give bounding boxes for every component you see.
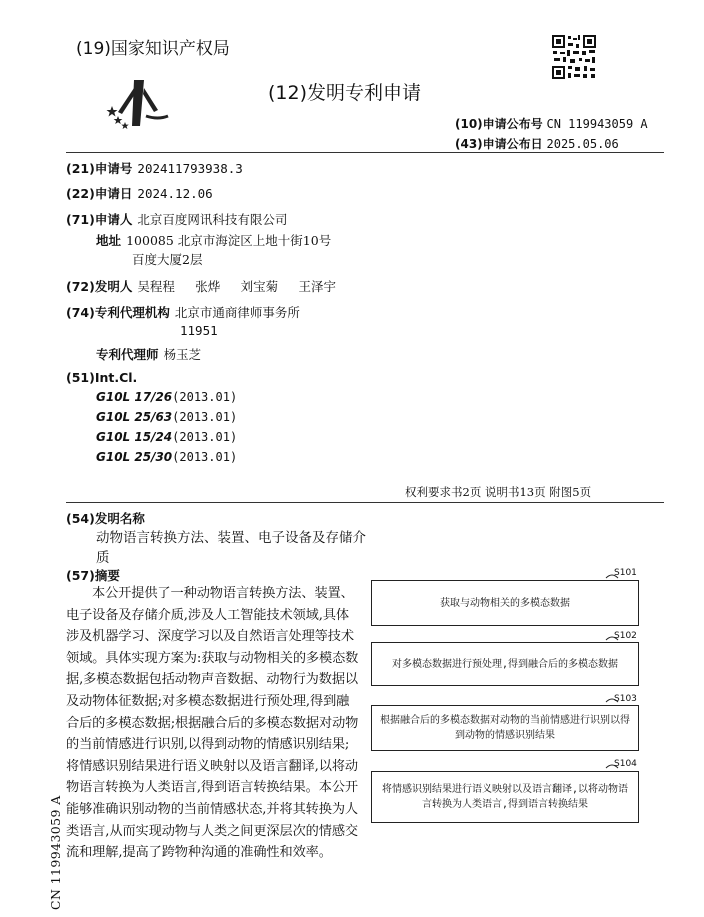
- step-label: S103: [614, 694, 637, 704]
- applicant-value: 北京百度网讯科技有限公司: [137, 212, 288, 227]
- inventor-name: 吴程程: [137, 279, 175, 294]
- application-date: [66, 183, 213, 202]
- ipc-version: (2013.01): [172, 430, 238, 444]
- qr-code-icon: [551, 34, 597, 80]
- inventors: [66, 276, 336, 295]
- inventor-name: 张烨: [195, 279, 221, 294]
- ipc-version: (2013.01): [172, 410, 238, 424]
- flowchart-step-text: 获取与动物相关的多模态数据: [440, 597, 570, 609]
- section-divider: [66, 502, 664, 503]
- invention-title: 动物语言转换方法、装置、电子设备及存储介质: [96, 530, 366, 566]
- ipc-version: (2013.01): [172, 450, 238, 464]
- ipc-entry: [96, 410, 237, 424]
- publication-number: [455, 115, 648, 132]
- patent-agency-value: 北京市通商律师事务所: [174, 305, 300, 320]
- applicant: [66, 209, 287, 228]
- abstract-label: (57)摘要: [66, 568, 120, 583]
- application-date-value: 2024.12.06: [137, 186, 213, 201]
- address-line-1: 100085 北京市海淀区上地十街10号: [126, 233, 332, 248]
- side-publication-number: CN 119943059 A: [48, 795, 63, 910]
- publication-date-label: (43)申请公布日: [455, 137, 543, 151]
- cnipa-logo-icon: [104, 76, 174, 132]
- flowchart-step: [371, 771, 639, 823]
- flowchart-step-text: 将情感识别结果进行语义映射以及语言翻译,以将动物语言转换为人类语言,得到语言转换结果: [381, 784, 629, 810]
- office-name: (19)国家知识产权局: [76, 39, 230, 59]
- application-number-value: 202411793938.3: [137, 161, 243, 176]
- ipc-entry: [96, 390, 237, 404]
- address: [96, 230, 331, 249]
- flowchart-step-text: 根据融合后的多模态数据对动物的当前情感进行识别以得到动物的情感识别结果: [380, 715, 630, 741]
- applicant-label: (71)申请人: [66, 212, 133, 227]
- publication-number-value: CN 119943059 A: [546, 117, 648, 131]
- header-divider: [66, 152, 664, 153]
- patent-agent-value: 杨玉芝: [163, 347, 202, 362]
- flowchart-step: [371, 580, 639, 626]
- patent-agent-label: 专利代理师: [96, 347, 159, 362]
- flowchart-step: [371, 705, 639, 751]
- inventors-label: (72)发明人: [66, 279, 133, 294]
- address-line-2: 百度大厦2层: [132, 252, 203, 267]
- publication-number-label: (10)申请公布号: [455, 117, 543, 131]
- ipc-code: G10L 17/26: [96, 390, 173, 404]
- application-number: [66, 158, 243, 177]
- publication-date-value: 2025.05.06: [546, 137, 619, 151]
- document-type: (12)发明专利申请: [268, 82, 422, 104]
- ipc-version: (2013.01): [172, 390, 238, 404]
- flowchart-step: [371, 642, 639, 686]
- step-label: S102: [614, 631, 637, 641]
- patent-agency-label: (74)专利代理机构: [66, 305, 170, 320]
- address-label: 地址: [96, 233, 122, 248]
- title-label: (54)发明名称: [66, 511, 145, 526]
- ipc-entry: [96, 430, 237, 444]
- inventor-name: 王泽宇: [298, 279, 337, 294]
- patent-agency: [66, 302, 300, 321]
- pages-summary: 权利要求书2页 说明书13页 附图5页: [405, 485, 592, 499]
- application-number-label: (21)申请号: [66, 161, 133, 176]
- inventor-name: 刘宝菊: [240, 279, 279, 294]
- publication-date: [455, 135, 619, 152]
- step-label: S101: [614, 568, 637, 578]
- ipc-code: G10L 15/24: [96, 430, 173, 444]
- flowchart-step-text: 对多模态数据进行预处理,得到融合后的多模态数据: [391, 658, 619, 670]
- int-cl-label: (51)Int.Cl.: [66, 370, 138, 385]
- ipc-code: G10L 25/30: [96, 450, 173, 464]
- ipc-code: G10L 25/63: [96, 410, 173, 424]
- patent-agency-code: 11951: [180, 323, 218, 338]
- ipc-entry: [96, 450, 237, 464]
- application-date-label: (22)申请日: [66, 186, 133, 201]
- abstract-text: 本公开提供了一种动物语言转换方法、装置、电子设备及存储介质,涉及人工智能技术领域,具体涉及机器学习、深度学习以及自然语言处理等技术领域。具体实现方案为:获取与动物相关的多模态数据,多模态数据包括动物声音数据、动物行为数据以及动物体征数据;对多模态数据进行预处理,得到融合后的多模态数据;根据融合后的多模态数据对动物的当前情感进行识别,以得到动物的情感识别结果;将情感识别结果进行语义映射以及语言翻译,以将动物语言转换为人类语言,得到语言转换结果。本公开能够准确识别动物的当前情感状态,并将其转换为人类语言,从而实现动物与人类之间更深层次的情感交流和理解,提高了跨物种沟通的准确性和效率。: [66, 586, 359, 861]
- patent-agent: [96, 344, 201, 363]
- step-label: S104: [614, 759, 637, 769]
